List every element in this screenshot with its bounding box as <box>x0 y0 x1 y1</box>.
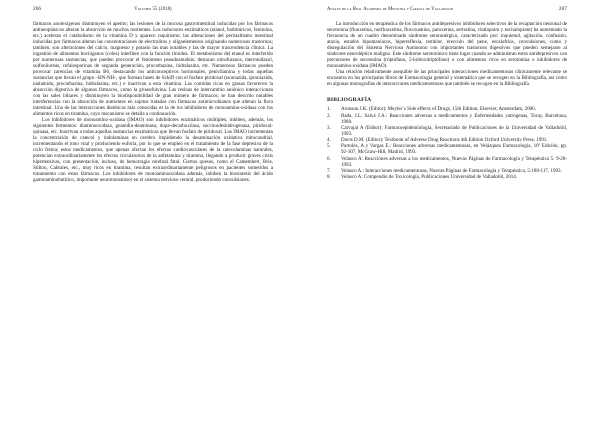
reference-number: 7. <box>327 168 331 175</box>
reference-item <box>327 168 567 174</box>
reference-number: 8. <box>327 174 331 181</box>
reference-item <box>327 156 567 168</box>
right-page-body <box>327 21 567 181</box>
reference-text: Carvajal A (Editor): Farmacoepidemiología, Secretariado de Publicaciones de la Universidad de Valladolid, 1993. <box>341 124 567 137</box>
reference-number: 2. <box>327 112 331 119</box>
reference-text: Davis D.M. (Editor): Textbook of Adverse Drug Reactions 4th Edition Oxford University Press, 1991. <box>341 137 548 144</box>
right-page <box>327 0 567 423</box>
reference-item <box>327 143 567 155</box>
left-page <box>33 0 273 423</box>
right-page-header <box>327 6 567 16</box>
paragraph: Los inhibidores de monoamino-oxidasa (IMAO) son inhibidores enzimáticos múltiples; inhiben, además, los siguientes fermentos: diaminooxidasa, guanidin-deaminasa, dopa-decarboxilasa, succinodeshidrogenasa, piridoxal-quinasa, etc. Inactivan a todas aquellas sustancias enzimáticas que llevan fosfato de piridoxal. Los IMAO incrementan la concentración de catecol y indolaminas en cerebro impidiendo la desaminación oxidativa mitocondrial, incrementando el tono vital y produciendo euforia, por lo que se empleó en el tratamiento de la fase depresiva de la ciclo frenia; estos medicamentos, que apenas afectan los efectos cardiovasculares de la catecolaminas naturales, potencian extraordinariamente los efectos circulatorios de la anfetamina y tiramina, llegando a producir graves crisis hipertensivas, con presentación, incluso, de hemorragia cerebral fatal. Ciertos quesos, como el Camembert, Brie, Stilton, Cabrales, etc., muy ricos en tiramina, resultan extraordinariamente peligrosos en pacientes sometidos a tratamiento con estos fármacos. Los inhibidores de monoaminooxidasa además, inhiben la biosíntesis del ácido gammaminobutírico, importante neurotransmisor en el sistema nervioso central, produciendo convulsiones. <box>33 117 273 184</box>
reference-number: 6. <box>327 155 331 162</box>
page-number: 266 <box>33 6 42 12</box>
reference-text: Bada, J.L. Salvá J.A.: Reacciones adversas a medicamentos y Enfermedades yatrógenas, Toray, Barcelona, 1980. <box>341 112 567 125</box>
reference-number: 5. <box>327 143 331 150</box>
reference-number: 1. <box>327 106 331 113</box>
reference-text: Velasco A: Reacciones adversas a los medicamentos, Nuevas Páginas de Farmacología y Terapéutica 5: 9-20-1993. <box>341 155 567 168</box>
reference-text: Velasco A: Compendio de Toxicología, Publicaciones Universidad de Valladolid, 2014. <box>341 174 518 181</box>
left-page-body <box>33 21 273 183</box>
reference-item <box>327 174 567 180</box>
paragraph: Una relación relativamente asequible de las principales interacciones medicamentosas clínicamente relevante se encuentra en los principales libros de Farmacología general y sistemática que se recogen en la Bibliografía, así como en algunas monografías de interacciones medicamentosas que también se recogen en la Bibliografía. <box>327 69 567 88</box>
left-page-header <box>33 6 273 16</box>
paragraph: fármacos anorexígenos disminuyen el apetito; las lesiones de la mucosa gastrointestinal inducidas por los fármacos antineoplásicos alteran la absorción de muchos nutrientes. Los inductores enzimáticos (etanol, barbitúricos, fenitoína, etc.) aceleran el catabolismo de la vitamina D y aparece raquitismo; las alteraciones del peristaltismo intestinal inducidas por fármacos alteran las concentraciones de electrolitos y oligoelementos originando numerosos trastornos; también, son alteraciones del calcio, magnesio y potasio las más notables y las de mayor trascendencia clínica. La ingestión de alimentos bociógenos (coles) interfiere con la función tiroidea. El metabolismo del etanol es interferido por numerosas sustancias, que pueden provocar el fenómeno pseudoantabús; destacan nitrofuranos, metronidazol, sulfonilureas, cefalosporinas de segunda generación, procarbazina, hidralazina, etc. Numerosos fármacos pueden provocar carencias de vitamina B6, destacando los anticonceptivos hormonales, penicilamina y todas aquellas sustancias que llevan el grupo –HN-NH-, que forman bases de Schiff con el fosfato piridoxal (isoniazida, iproniazida, nialamida, procarbazina, hidralazina, etc.) e inactivan a esta vitamina. Las comidas ricas en grasas favorecen la absorción digestiva de algunos fármacos, como la griseofulvina. Las resinas de intercambio aniónico interaccionan con las sales biliares y disminuyen la biodisponibilidad de gran número de fármacos; se han descrito notables interferencias con la absorción de nutrientes en sujetos tratados con fármacos antimicrobianos que alteran la flora intestinal. Una de las interacciones dietéticas más conocidas es la de los inhibidores de monoamino-oxidasa con los alimentos ricos en tiramina, cuyo mecanismo se detalla a continuación. <box>33 21 273 118</box>
bibliography-heading: BIBLIOGRAFÍA <box>327 97 372 104</box>
reference-item <box>327 125 567 137</box>
reference-item <box>327 113 567 125</box>
running-head: Anales de la Real Academia de Medicina y Cirugía de Valladolid <box>327 6 453 12</box>
reference-number: 3. <box>327 124 331 131</box>
reference-text: Aronson J.K. (Editor): Meyler´s Side effects of Drugs, 15th Edition, Elsevier, Amsterdam, 2006. <box>341 106 536 113</box>
reference-item <box>327 137 567 143</box>
running-head: Volumen 55 (2018) <box>134 6 172 12</box>
reference-text: Velasco A.: Interacciones medicamentosas, Nuevas Páginas de Farmacología y Terapéutica, 5:108-117, 1993. <box>341 168 562 175</box>
page-number: 267 <box>558 6 567 12</box>
paragraph: La introducción en terapéutica de los fármacos antidepresivos inhibidores selectivos de la recaptación neuronal de serotonina (fluoxetina, norfluoxetina, fluvoxamina, paroxetina, sertralina, citalopram y escitalopram) ha aumentado la frecuencia de un cuadro denominado síndrome serotonérgico, caracterizado por: inquietud, agitación, confusión, ataxia, estados hipomaníacos, hiperreflexia, temblor, erección del pene, escalofríos, convulsiones, coma y disregulación del Sistema Nervioso Autónomo con importantes trastornos digestivos que pueden semejarse al síndrome neuroléptico maligno. Este síndrome serotonínico tiene lugar cuando se administran estos antidepresivos con precursores de serotonina (triptófano, 5-hidroxitriptófano) o con alimentos ricos en serotonina o inhibidores de monoamino-oxidasa (IMAO). <box>327 21 567 70</box>
reference-item <box>327 106 567 112</box>
reference-number: 4. <box>327 137 331 144</box>
reference-text: Portolés, A y Vargas E.: Reacciones adversas medicamentosas, en Velázquez Farmacología, 16ª Edición, pp. 92-107, McGraw-Hill, Madrid, 1993. <box>341 143 567 156</box>
